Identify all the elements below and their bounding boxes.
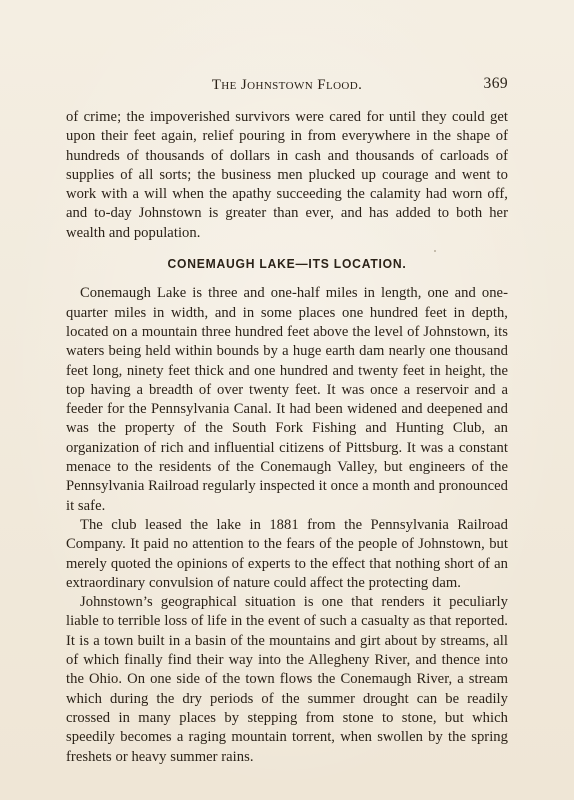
running-header [66,68,508,94]
paper-speck [434,250,436,252]
body-text [66,108,508,767]
page-number: 369 [483,75,508,92]
section-heading: CONEMAUGH LAKE—ITS LOCATION. [167,257,407,272]
paragraph-continuation: of crime; the impoverished survivors were cared for until they could get upon their feet again, relief pouring in from everywhere in the shape of hundreds of thousands of dollars in cash and thousands of carloads of supplies of all sorts; the business men plucked up courage and went to work with a will when the apathy succeeding the calamity had worn off, and to-day Johnstown is greater than ever, and has added to both her wealth and population. [66,109,508,241]
paragraph-club-lease: The club leased the lake in 1881 from the Pennsylvania Railroad Company. It paid no attention to the fears of the people of Johnstown, but merely quoted the opinions of experts to the effect that nothing short of an extraordinary convulsion of nature could affect the protecting dam. [66,516,508,591]
running-title: The Johnstown Flood. [211,77,363,93]
paragraph-lake-description: Conemaugh Lake is three and one-half miles in length, one and one-quarter miles in width, and in some places one hundred feet in depth, located on a mountain three hundred feet above the level of Johnstown, its waters being held within bounds by a huge earth dam nearly one thousand feet long, ninety feet thick and one hundred and twenty feet in height, the top having a breadth of over twenty feet. It was once a reservoir and a feeder for the Pennsylvania Canal. It had been widened and deepened and was the property of the South Fork Fishing and Hunting Club, an organization of rich and influential citizens of Pittsburg. It was a constant menace to the residents of the Conemaugh Valley, but engineers of the Pennsylvania Railroad regularly inspected it once a month and pronounced it safe. [66,285,508,514]
paragraph-geography: Johnstown’s geographical situation is one that renders it peculiarly liable to terrible loss of life in the event of such a casualty as that reported. It is a town built in a basin of the mountains and girt about by streams, all of which finally find their way into the Allegheny River, and thence into the Ohio. On one side of the town flows the Conemaugh River, a stream which during the dry periods of the summer drought can be readily crossed in many places by stepping from stone to stone, but which speedily becomes a raging mountain torrent, when swollen by the spring freshets or heavy summer rains. [66,594,508,765]
book-page [66,68,508,767]
paper-speck [110,735,112,737]
